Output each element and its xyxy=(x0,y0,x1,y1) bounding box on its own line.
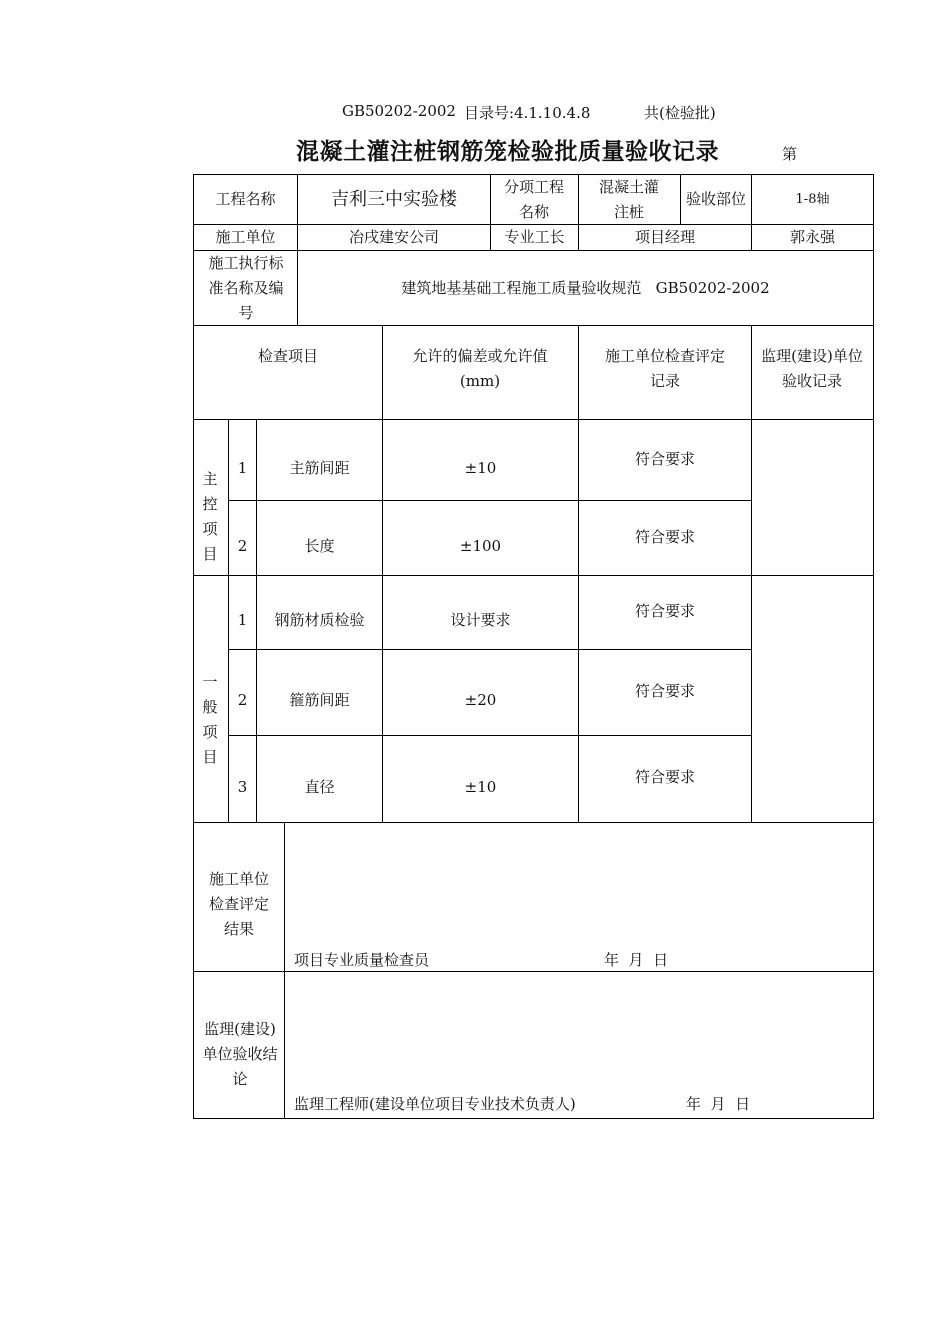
supervisor-header: 监理(建设)单位验收记录 xyxy=(761,347,863,390)
page-number-label: 第 xyxy=(782,145,798,163)
batch-total: 共(检验批) xyxy=(644,104,716,122)
row-number: 1 xyxy=(237,611,248,629)
row-number: 1 xyxy=(237,459,248,477)
row-number: 2 xyxy=(237,691,248,709)
supervisor-conclusion-label: 监理(建设)单位验收结论 xyxy=(202,1019,278,1088)
general-items-label: 一般项目 xyxy=(202,673,218,766)
standard-label: 施工执行标准名称及编号 xyxy=(208,253,284,322)
sub-project-label: 分项工程名称 xyxy=(503,177,564,221)
construction-unit-label: 施工单位 xyxy=(215,228,276,246)
supervising-engineer-sign: 监理工程师(建设单位项目专业技术负责人) xyxy=(294,1095,576,1113)
item-result: 符合要求 xyxy=(634,768,695,786)
supervisor-sign-date: 年 月 日 xyxy=(686,1095,751,1113)
check-item-header: 检查项目 xyxy=(257,347,318,365)
accept-part-label: 验收部位 xyxy=(686,190,747,208)
item-result: 符合要求 xyxy=(634,682,695,700)
catalog-number: 目录号:4.1.10.4.8 xyxy=(464,104,591,122)
standard-code: GB50202-2002 xyxy=(342,102,456,120)
sub-project-value: 混凝土灌注桩 xyxy=(598,177,659,221)
item-tolerance: ±20 xyxy=(464,691,497,709)
main-items-label: 主控项目 xyxy=(202,470,218,563)
project-name-label: 工程名称 xyxy=(215,190,276,208)
item-tolerance: ±10 xyxy=(464,459,497,477)
project-name-value: 吉利三中实验楼 xyxy=(331,189,457,210)
item-name: 箍筋间距 xyxy=(289,691,350,709)
item-name: 长度 xyxy=(304,537,335,555)
accept-part-value: 1-8轴 xyxy=(795,192,830,207)
item-result: 符合要求 xyxy=(634,602,695,620)
item-tolerance: ±10 xyxy=(464,778,497,796)
item-name: 主筋间距 xyxy=(289,459,350,477)
unit-result-label: 施工单位检查评定结果 xyxy=(208,869,269,938)
unit-check-header: 施工单位检查评定记录 xyxy=(604,347,725,390)
project-manager-value: 郭永强 xyxy=(789,228,835,246)
item-name: 直径 xyxy=(304,778,335,796)
quality-inspector-sign: 项目专业质量检查员 xyxy=(294,951,430,969)
item-result: 符合要求 xyxy=(634,450,695,468)
page-title: 混凝土灌注桩钢筋笼检验批质量验收记录 xyxy=(296,138,719,165)
item-result: 符合要求 xyxy=(634,528,695,546)
item-tolerance: 设计要求 xyxy=(450,611,511,629)
row-number: 3 xyxy=(237,778,248,796)
standard-value: 建筑地基基础工程施工质量验收规范 GB50202-2002 xyxy=(401,278,770,297)
row-number: 2 xyxy=(237,537,248,555)
foreman-label: 专业工长 xyxy=(504,228,565,246)
tolerance-header: 允许的偏差或允许值(mm) xyxy=(412,347,548,390)
construction-unit-value: 冶戌建安公司 xyxy=(348,228,439,246)
item-name: 钢筋材质检验 xyxy=(274,611,365,629)
unit-sign-date: 年 月 日 xyxy=(604,951,669,969)
project-manager-label: 项目经理 xyxy=(634,228,695,246)
item-tolerance: ±100 xyxy=(459,537,502,555)
